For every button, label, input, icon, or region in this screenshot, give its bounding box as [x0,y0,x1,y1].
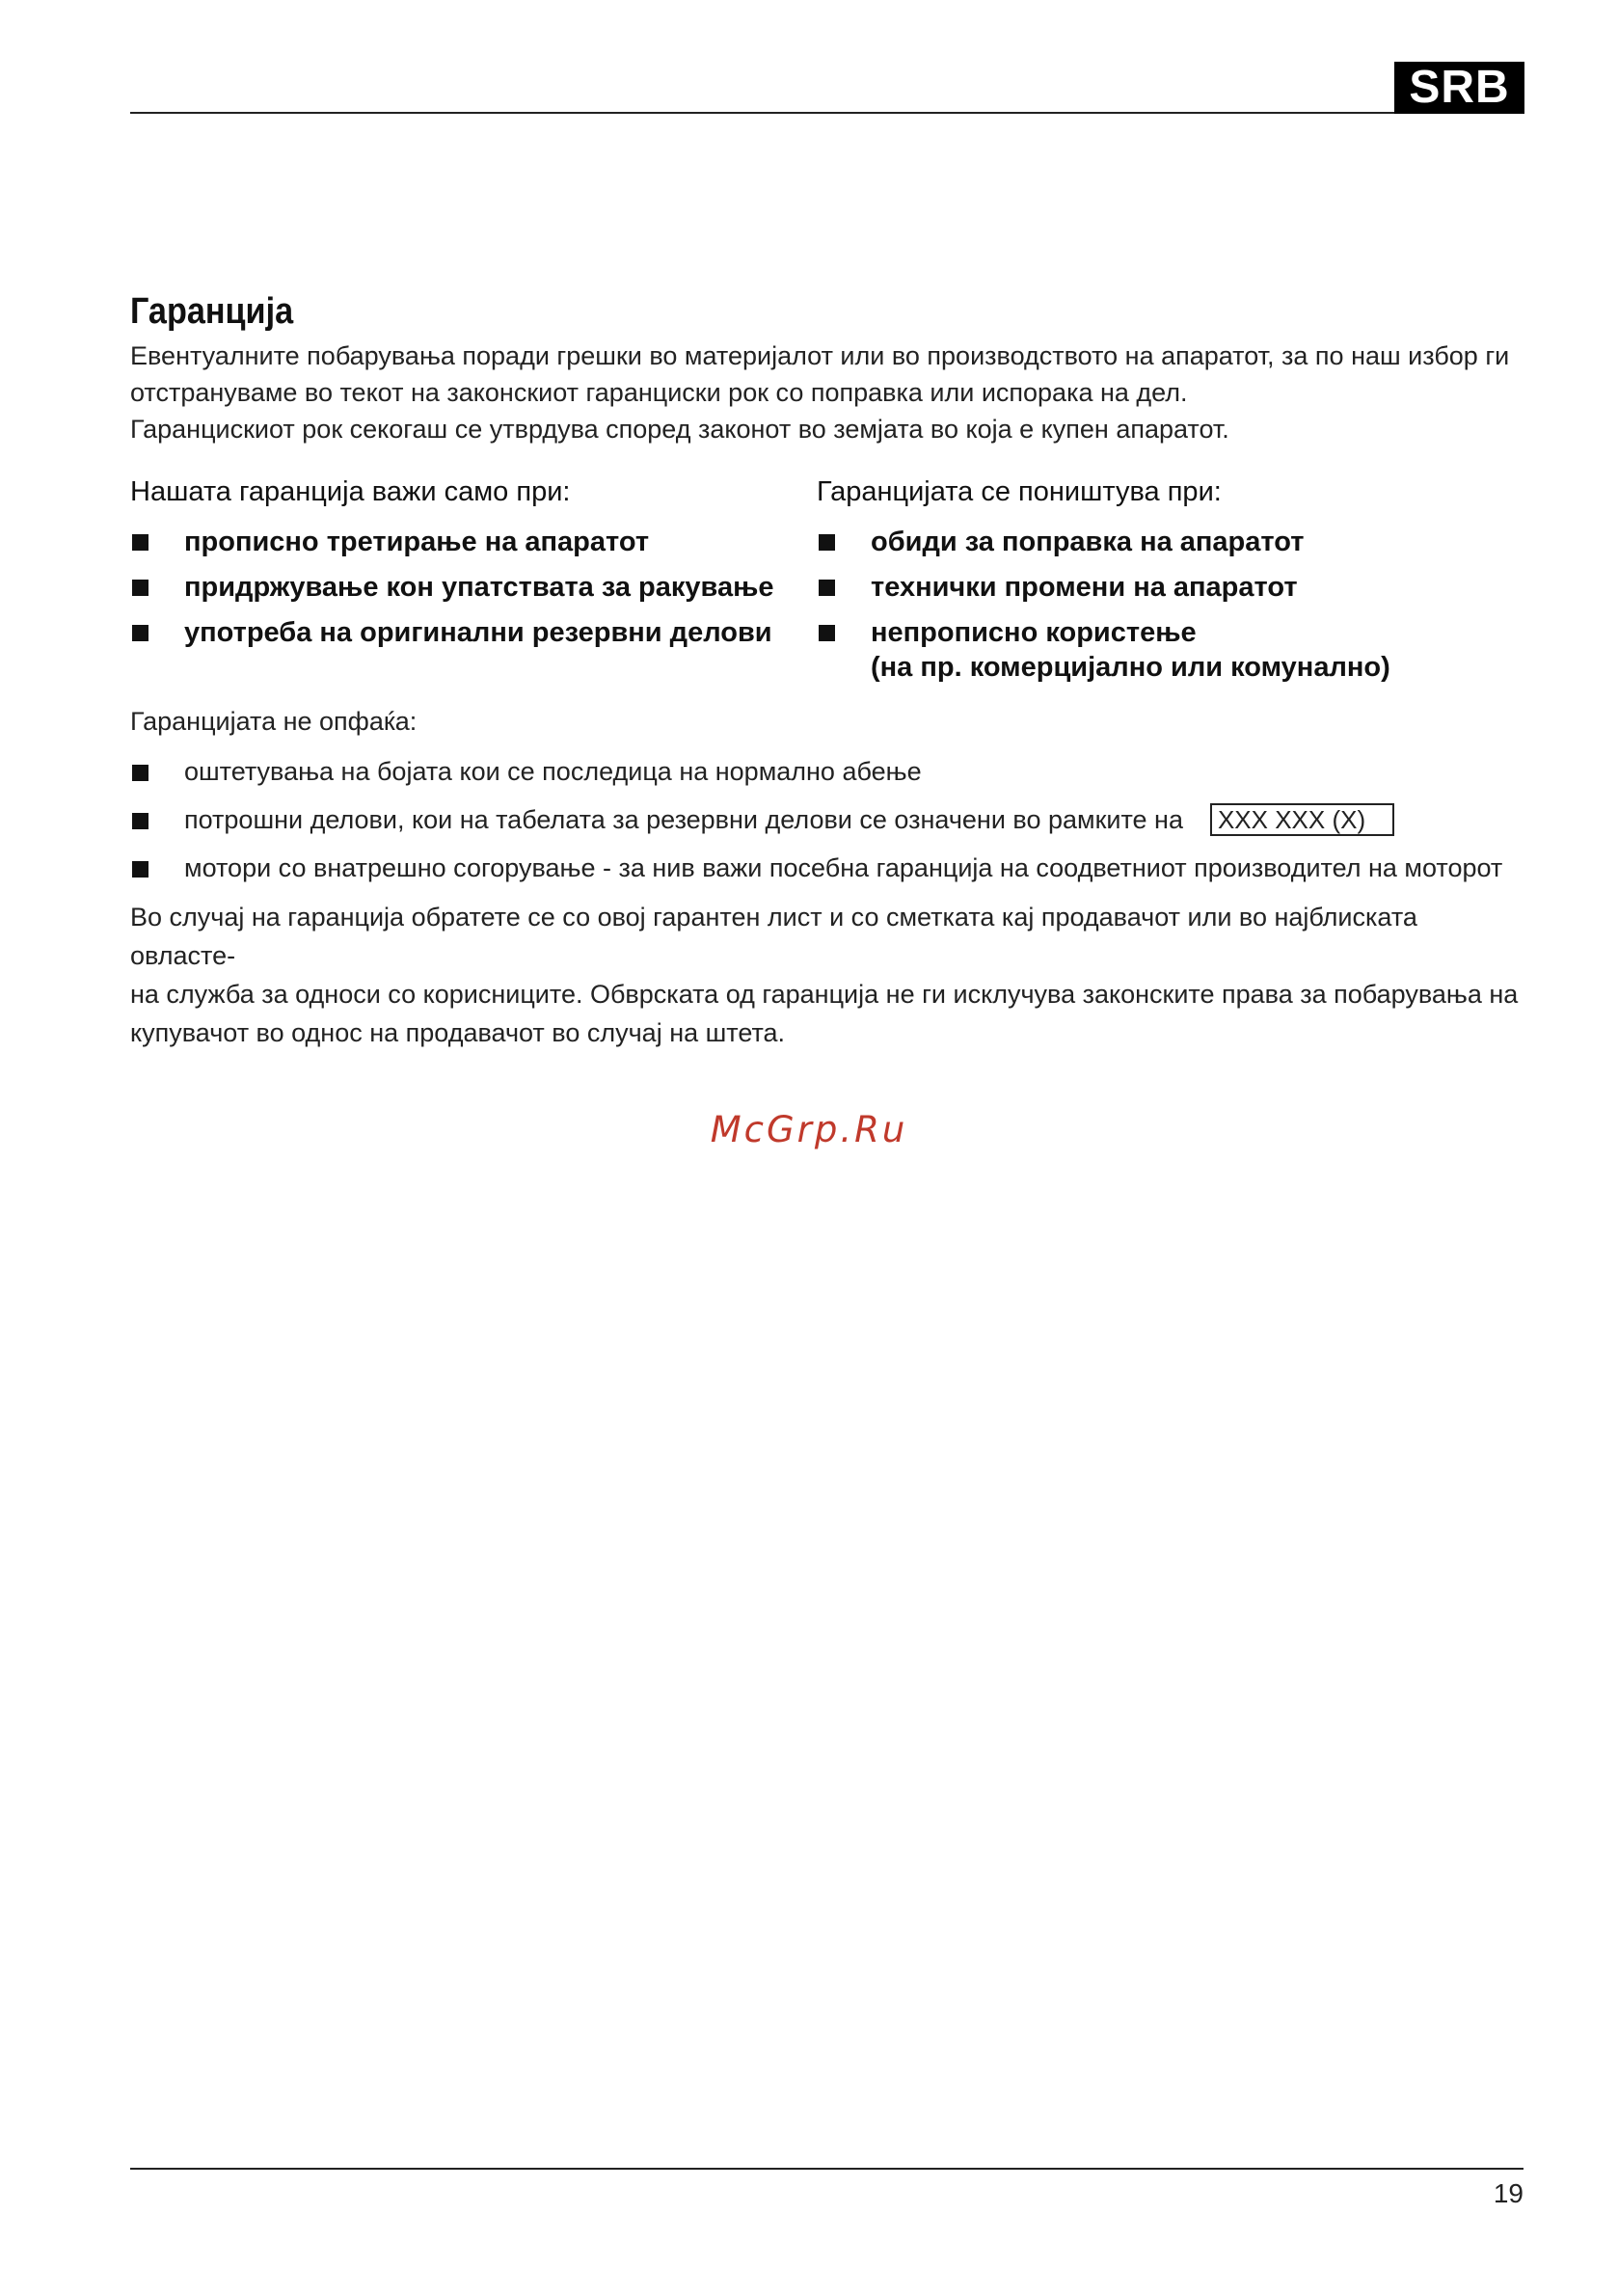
void-heading: Гаранцијата се поништува при: [817,476,1222,507]
not-covered-list [130,753,1524,886]
closing-line-3: купувачот во однос на продавачот во случај на штета. [130,1018,786,1047]
valid-heading: Нашата гаранција важи само при: [130,476,571,507]
language-badge: SRB [1394,62,1524,114]
list-item: употреба на оригинални резервни делови [130,615,817,650]
intro-line-2: отстрануваме во текот на законскиот гаранциски рок со поправка или испорака на дел. [130,378,1188,407]
list-item: непрописно користење (на пр. комерцијално или комунално) [817,615,1503,685]
list-item: мотори со внатрешно согорување - за нив важи посебна гаранција на соодветниот производител на моторот [130,850,1524,886]
square-bullet-icon [132,765,148,781]
closing-line-2: на служба за односи со корисниците. Обврската од гаранција не ги исклучува законските права за побарувања на [130,980,1519,1009]
intro-line-1: Евентуалните побарувања поради грешки во материјалот или во производството на апаратот, за по наш избор ги [130,341,1510,370]
list-item: прописно третирање на апаратот [130,525,817,559]
watermark: McGrp.Ru [710,1109,908,1150]
square-bullet-icon [132,625,148,641]
warranty-section [130,287,1524,1052]
conditions-columns [130,473,1524,695]
valid-list [130,525,817,650]
void-conditions [817,473,1503,695]
void-list [817,525,1503,685]
part-code-box: XXX XXX (X) [1210,803,1394,836]
not-covered-heading: Гаранцијата не опфаќа: [130,707,418,736]
square-bullet-icon [819,580,835,596]
list-item: придржување кон упатствата за ракување [130,570,817,605]
square-bullet-icon [132,861,148,878]
bottom-rule [130,2168,1524,2170]
valid-conditions [130,473,817,695]
square-bullet-icon [132,580,148,596]
top-rule [130,112,1398,114]
list-item: обиди за поправка на апаратот [817,525,1503,559]
intro-line-3: Гаранцискиот рок секогаш се утврдува според законот во земјата во која е купен апаратот. [130,415,1229,444]
square-bullet-icon [132,534,148,551]
list-item-subtext: (на пр. комерцијално или комунално) [871,652,1390,683]
list-item: технички промени на апаратот [817,570,1503,605]
page-number: 19 [1493,2178,1524,2208]
list-item: потрошни делови, кои на табелата за резервни делови се означени во рамките на XXX XXX (X) [130,801,1524,838]
square-bullet-icon [132,813,148,829]
closing-line-1: Во случај на гаранција обратете се со овој гарантен лист и со сметката кај продавачот или во најблиската овласте- [130,903,1417,970]
list-item: оштетувања на бојата кои се последица на нормално абење [130,753,1524,790]
square-bullet-icon [819,534,835,551]
square-bullet-icon [819,625,835,641]
section-title: Гаранција [130,291,294,332]
